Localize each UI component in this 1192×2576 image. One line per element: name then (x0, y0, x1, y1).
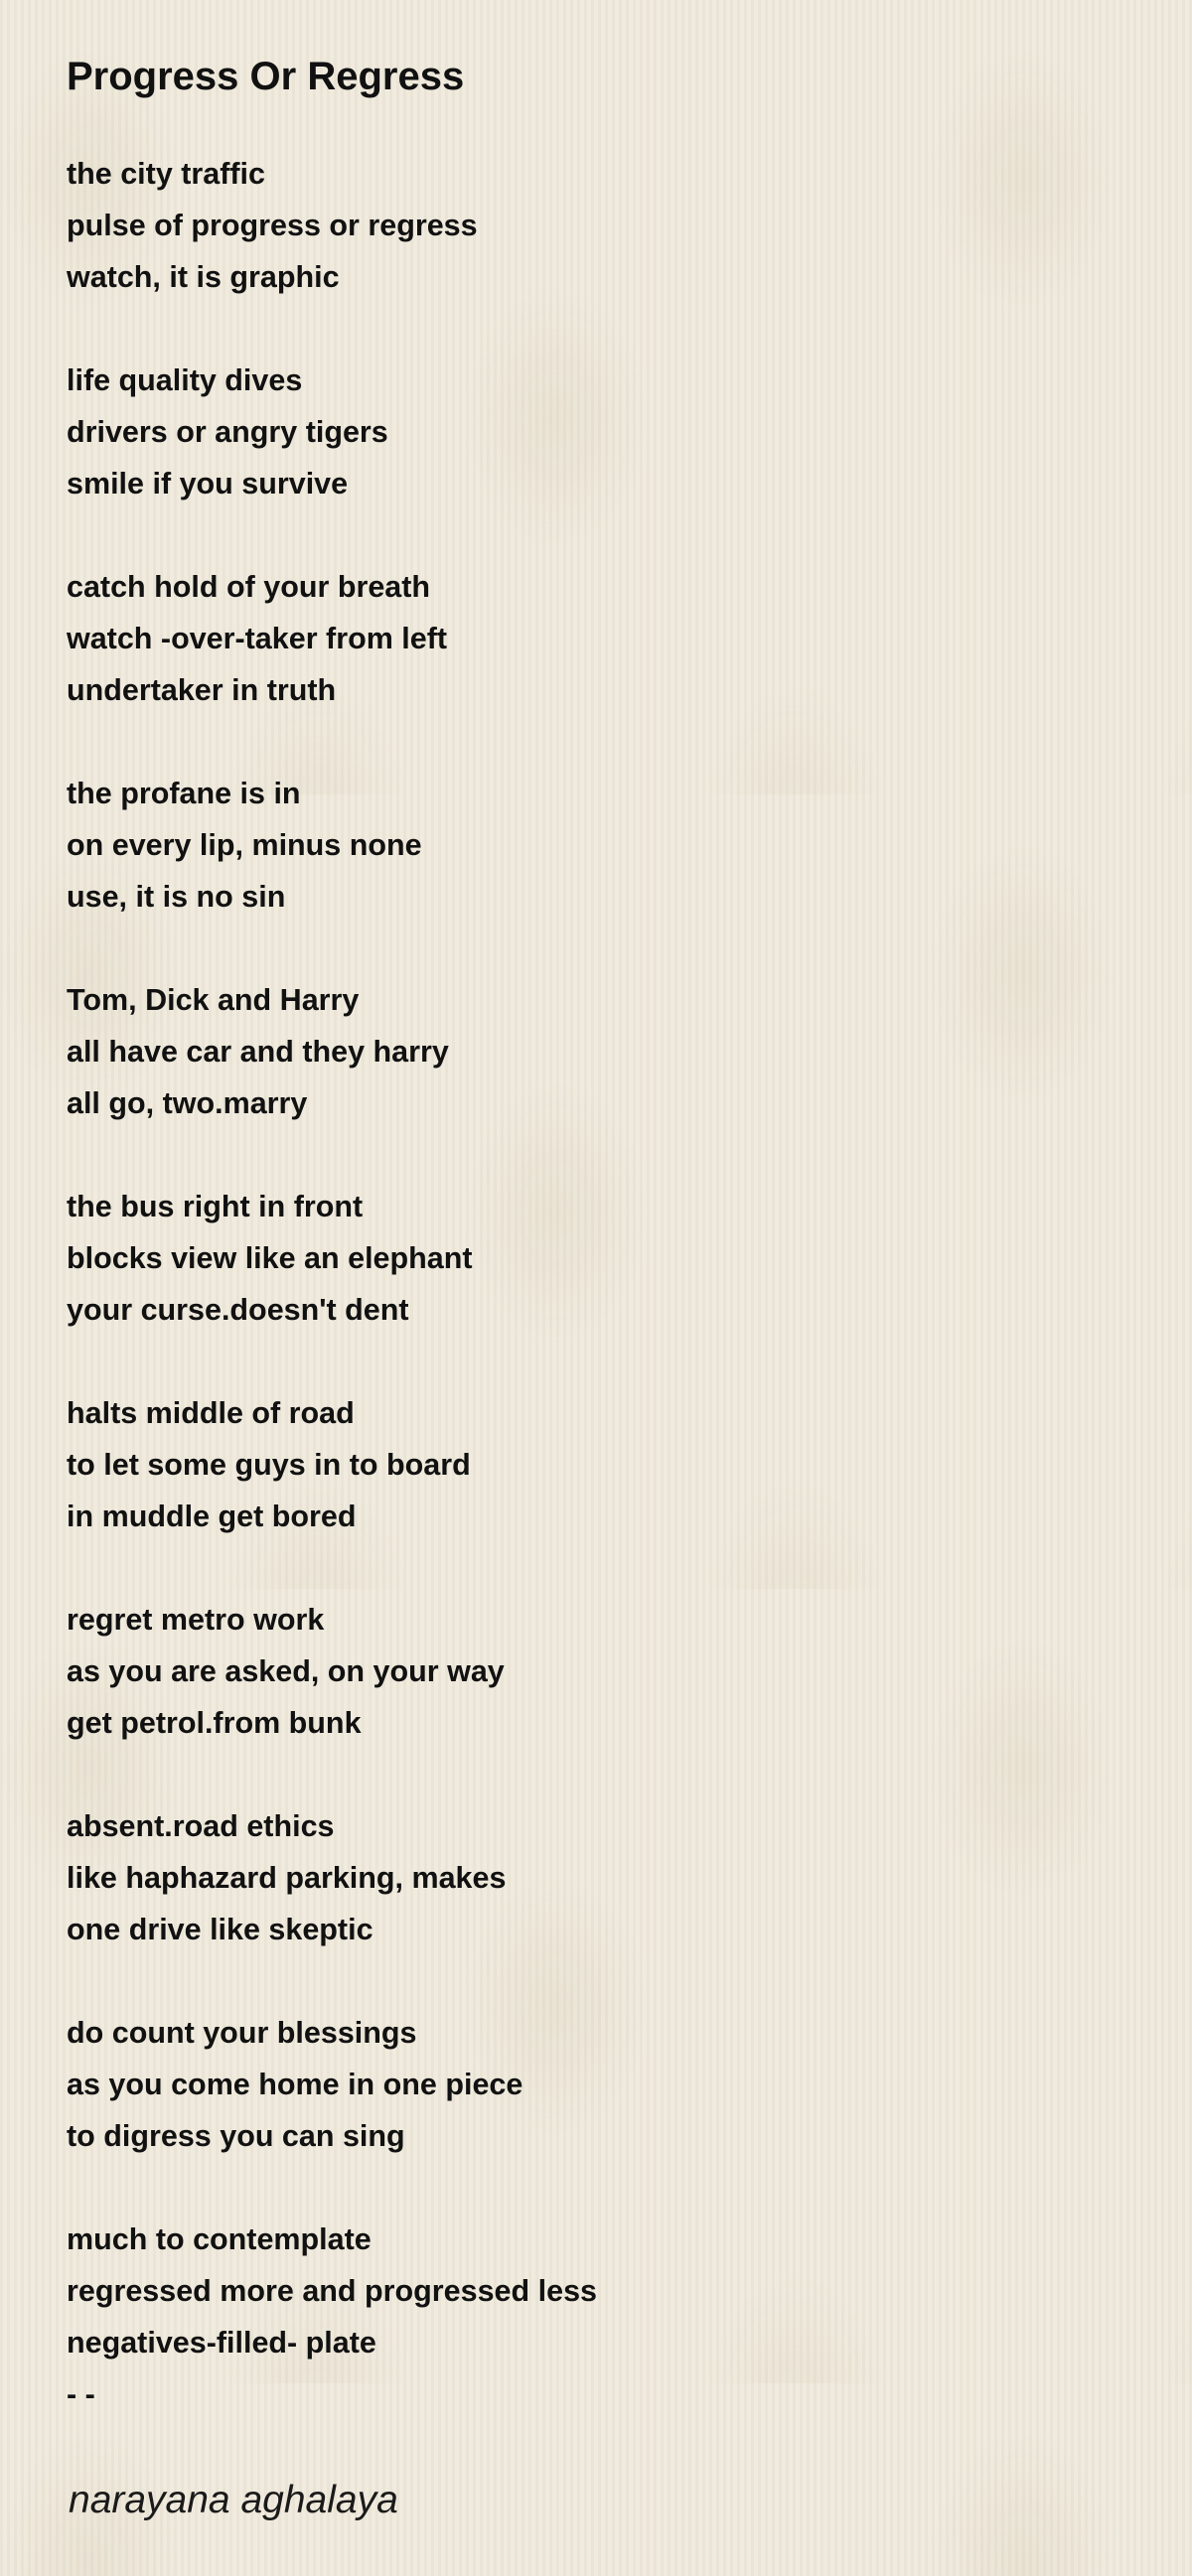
poem-line: in muddle get bored (67, 1500, 357, 1533)
poem-line: watch -over-taker from left (67, 622, 448, 655)
poem-line: halts middle of road (67, 1396, 355, 1430)
stanza (67, 561, 597, 716)
poem-line: to let some guys in to board (67, 1448, 471, 1482)
poem-line: the bus right in front (67, 1190, 364, 1223)
stanza (67, 2007, 597, 2162)
stanza (67, 148, 597, 303)
poem-line: - - (67, 2377, 95, 2411)
stanza (67, 768, 597, 923)
poem-line: regressed more and progressed less (67, 2274, 597, 2308)
poem-page (67, 0, 1159, 2576)
poem-line: negatives-filled- plate (67, 2326, 376, 2360)
poem-line: your curse.doesn't dent (67, 1293, 409, 1327)
poem-line: as you come home in one piece (67, 2068, 523, 2101)
stanza (67, 1387, 597, 1542)
poem-line: watch, it is graphic (67, 260, 340, 294)
poem-line: one drive like skeptic (67, 1913, 373, 1946)
poem-line: blocks view like an elephant (67, 1241, 473, 1275)
poem-line: as you are asked, on your way (67, 1654, 505, 1688)
poem-line: the city traffic (67, 157, 265, 191)
poem-line: use, it is no sin (67, 880, 286, 914)
stanza (67, 355, 597, 509)
stanza (67, 974, 597, 1129)
poem-line: Tom, Dick and Harry (67, 983, 360, 1017)
stanza (67, 1594, 597, 1749)
poem-line: smile if you survive (67, 467, 349, 501)
stanza (67, 1181, 597, 1336)
poem-line: get petrol.from bunk (67, 1706, 362, 1740)
poem-line: undertaker in truth (67, 673, 337, 707)
poem-title: Progress Or Regress (67, 55, 465, 98)
poem-line: much to contemplate (67, 2222, 372, 2256)
poem-line: all go, two.marry (67, 1086, 308, 1120)
poem-author: narayana aghalaya (69, 2479, 398, 2521)
poem-line: on every lip, minus none (67, 828, 422, 862)
poem-line: pulse of progress or regress (67, 209, 478, 242)
poem-line: catch hold of your breath (67, 570, 431, 604)
poem-line: the profane is in (67, 777, 301, 810)
poem-line: drivers or angry tigers (67, 415, 388, 449)
poem-line: do count your blessings (67, 2016, 417, 2050)
poem-body (67, 148, 597, 2472)
stanza (67, 2214, 597, 2420)
poem-line: regret metro work (67, 1603, 325, 1637)
poem-line: to digress you can sing (67, 2119, 405, 2153)
poem-line: absent.road ethics (67, 1809, 335, 1843)
poem-line: like haphazard parking, makes (67, 1861, 507, 1895)
stanza (67, 1800, 597, 1955)
poem-line: all have car and they harry (67, 1035, 449, 1069)
poem-line: life quality dives (67, 363, 303, 397)
